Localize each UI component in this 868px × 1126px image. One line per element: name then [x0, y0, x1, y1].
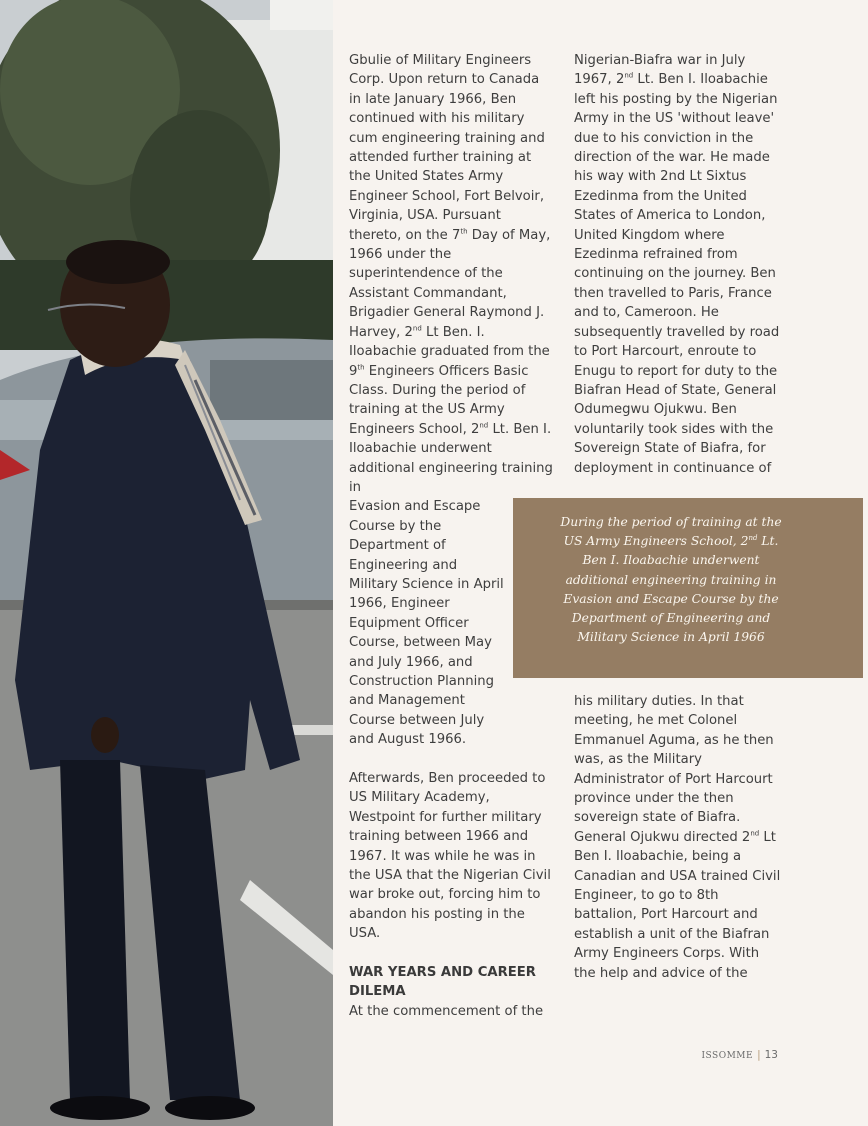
pull-quote: [513, 498, 863, 678]
photo-illustration: [0, 0, 333, 1126]
text-column-right-top: [574, 51, 782, 478]
page-number: 13: [764, 1049, 778, 1061]
paragraph: Nigerian-Biafra war in July 1967, 2nd Lt. Ben I. Iloabachie left his posting by the Nigerian Army in the US 'without leave' due to his conviction in the direction of the war. He made his way with 2nd Lt Sixtus Ezedinma from the United States of America to London, United Kingdom where Ezedinma refrained from continuing on the journey. Ben then travelled to Paris, France and to, Cameroon. He subsequently travelled by road to Port Harcourt, enroute to Enugu to report for duty to the Biafran Head of State, General Odumegwu Ojukwu. Ben voluntarily took sides with the Sovereign State of Biafra, for deployment in continuance of: [574, 53, 780, 476]
photo-man-walking: [0, 0, 333, 1126]
paragraph: Afterwards, Ben proceeded to US Military Academy, Westpoint for further military training between 1966 and 1967. It was while he was in the USA that the Nigerian Civil war broke out, forcing him to abandon his posting in the USA.: [349, 771, 551, 942]
paragraph-narrow: Evasion and Escape Course by the Department of Engineering and Military Science in April 1966, Engineer Equipment Officer Course, between May and July 1966, and Construction Planning and Management Course between July and August 1966.: [349, 499, 504, 748]
paragraph: At the commencement of the: [349, 1003, 544, 1019]
section-heading: WAR YEARS AND CAREER DILEMA: [349, 965, 536, 1000]
paragraph: Gbulie of Military Engineers Corp. Upon return to Canada in late January 1966, Ben continued with his military cum engineering training and attended further training at the United States Army Engineer School, Fort Belvoir, Virginia, USA. Pursuant thereto, on the 7th Day of May, 1966 under the superintendence of the Assistant Commandant, Brigadier General Raymond J. Harvey, 2nd Lt Ben. I. Iloabachie graduated from the 9th Engineers Officers Basic Class. During the period of training at the US Army Engineers School, 2nd Lt. Ben I. Iloabachie underwent additional engineering training in: [349, 53, 553, 495]
text-column-right-bottom: [574, 692, 782, 983]
page-footer: [701, 1049, 778, 1061]
pull-quote-text: During the period of training at the US Army Engineers School, 2nd Lt. Ben I. Iloabachie underwent additional engineering training in Evasion and Escape Course by the Department of Engineering and Military Science in April 1966: [560, 515, 782, 645]
paragraph: his military duties. In that meeting, he met Colonel Emmanuel Aguma, as he then was, as the Military Administrator of Port Harcourt province under the then sovereign state of Biafra. General Ojukwu directed 2nd Lt Ben I. Iloabachie, being a Canadian and USA trained Civil Engineer, to go to 8th battalion, Port Harcourt and establish a unit of the Biafran Army Engineers Corps. With the help and advice of the: [574, 694, 781, 981]
magazine-name: ISSOMME: [701, 1051, 754, 1061]
footer-separator: |: [757, 1049, 761, 1061]
